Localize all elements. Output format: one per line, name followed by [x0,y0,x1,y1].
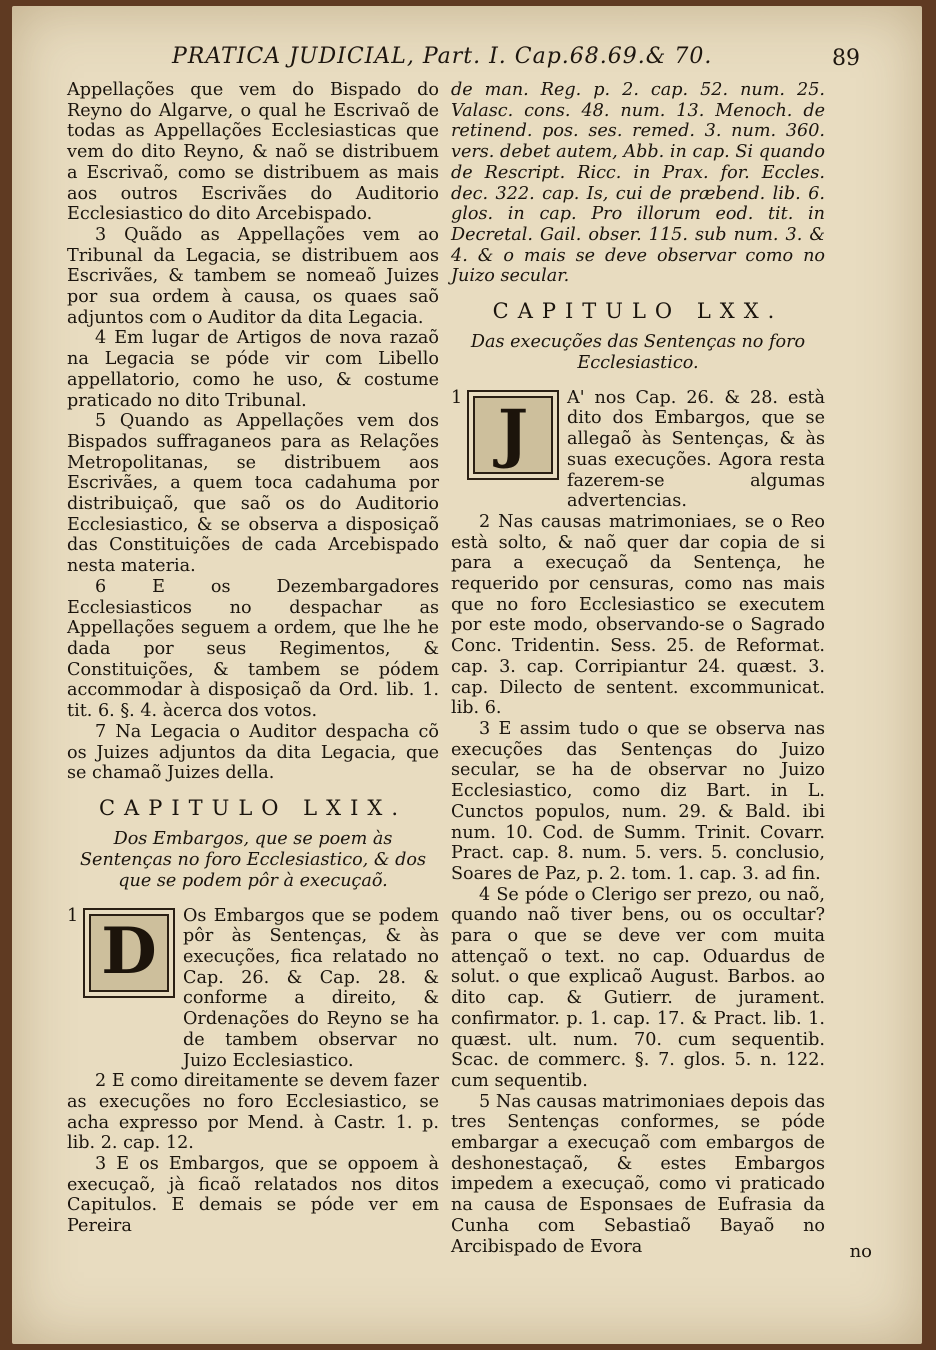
page-header [12,44,922,74]
paragraph-3b: 3 E os Embargos, que se oppoem à execuçaõ, jà ficaõ relatados nos ditos Capitulos. E demais se póde ver em Pereira [67,1154,439,1237]
chapter-heading-70: CAPITULO LXX. [492,299,784,324]
book-page [12,6,922,1344]
paragraph-number: 1 [67,905,79,926]
chapter-subtitle-69: Dos Embargos, que se poem às Sentenças no foro Ecclesiastico, & dos que se podem pôr à execuçaõ. [79,828,427,891]
decorated-initial: D [83,908,175,998]
paragraph-number: 1 [451,387,463,408]
opening-paragraph: Os Embargos que se podem pôr às Sentenças, & às execuções, fica relatado no Cap. 26. & Cap. 28. & conforme a direito, & Ordenações do Reyno se ha de tambem observar no Juizo Ecclesiastico. [183,905,439,1071]
catchword: no [849,1241,872,1262]
paragraph-7: 7 Na Legacia o Auditor despacha cõ os Juizes adjuntos da dita Legacia, que se chamaõ Juizes della. [67,721,439,784]
chapter-70-opening [451,388,825,512]
chapter-69-opening [67,906,439,1072]
paragraph-3: 3 Quãdo as Appellações vem ao Tribunal da Legacia, se distribuem aos Escrivães, & tambem se nomeaõ Juizes por sua ordem à causa, os quaes saõ adjuntos com o Auditor da dita Legacia. [67,224,439,328]
paragraph-4: 4 Se póde o Clerigo ser prezo, ou naõ, quando naõ tiver bens, ou os occultar? para o que se deve ver com muita attençaõ o text. no cap. Oduardus de solut. o que explicaõ August. Barbos. ao dito cap. & Gutierr. de jurament. confirmator. p. 1. cap. 17. & Pract. lib. 1. quæst. ult. num. 70. cum sequentib. Scac. de commerc. §. 7. glos. 5. n. 122. cum sequentib. [451,884,825,1091]
paragraph-5: 5 Nas causas matrimoniaes depois das tres Sentenças conformes, se póde embargar a execuçaõ com embargos de deshonestaçaõ, & estes Embargos impedem a execuçaõ, como vi praticado na causa de Esponsaes de Eufrasia da Cunha com Sebastiaõ Bayaõ no Arcibispado de Evora [451,1091,825,1257]
paragraph-2: 2 E como direitamente se devem fazer as execuções no foro Ecclesiastico, se acha expresso por Mend. à Castr. 1. p. lib. 2. cap. 12. [67,1071,439,1154]
paragraph-3: 3 E assim tudo o que se observa nas execuções das Sentenças do Juizo secular, se ha de observar no Juizo Ecclesiastico, como diz Bart. in L. Cunctos populos, num. 29. & Bald. ibi num. 10. Cod. de Summ. Trinit. Covarr. Pract. cap. 8. num. 5. vers. 5. conclusio, Soares de Paz, p. 2. tom. 1. cap. 3. ad fin. [451,718,825,884]
page-number: 89 [832,46,860,71]
chapter-heading-69: CAPITULO LXIX. [98,795,408,820]
chapter-subtitle-70: Das execuções das Sentenças no foro Ecclesiastico. [470,331,806,373]
paragraph-4: 4 Em lugar de Artigos de nova razaõ na Legacia se póde vir com Libello appellatorio, como he uso, & costume praticado no dito Tribunal. [67,328,439,411]
paragraph-5: 5 Quando as Appellações vem dos Bispados suffraganeos para as Relações Metropolitanas, se distribuem aos Escrivães, a quem toca cadahuma por distribuiçaõ, que saõ os do Auditorio Ecclesiastico, & se observa a disposiçaõ das Constituições de cada Arcebispado nesta materia. [67,411,439,577]
paragraph-continuation: Appellações que vem do Bispado do Reyno do Algarve, o qual he Escrivaõ de todas as Appellações Ecclesiasticas que vem do dito Reyno, & naõ se distribuem a Escrivaõ, como se distribuem as mais aos outros Escrivães do Auditorio Ecclesiastico do dito Arcebispado. [67,80,439,225]
left-column [67,80,439,1237]
running-title: PRATICA JUDICIAL, Part. I. Cap.68.69.& 70. [172,44,713,69]
citation-continuation: de man. Reg. p. 2. cap. 52. num. 25. Valasc. cons. 48. num. 13. Menoch. de retinend. pos. ses. remed. 3. num. 360. vers. debet autem, Abb. in cap. Si quando de Rescript. Ricc. in Prax. for. Eccles. dec. 322. cap. Is, cui de præbend. lib. 6. glos. in cap. Pro illorum eod. tit. in Decretal. Gail. obser. 115. sub num. 3. & 4. & o mais se deve observar como no Juizo secular. [451,80,825,287]
right-column [451,80,825,1257]
paragraph-6: 6 E os Dezembargadores Ecclesiasticos no despachar as Appellações seguem a ordem, que lhe he dada por seus Regimentos, & Constituições, & tambem se pódem accommodar à disposiçaõ da Ord. lib. 1. tit. 6. §. 4. àcerca dos votos. [67,576,439,722]
decorated-initial: J [467,390,559,480]
paragraph-2: 2 Nas causas matrimoniaes, se o Reo està solto, & naõ quer dar copia de si para a execuçaõ da Sentença, he requerido por censuras, como nas mais que no foro Ecclesiastico se executem por este modo, observando-se o Sagrado Conc. Tridentin. Sess. 25. de Reformat. cap. 3. cap. Corripiantur 24. quæst. 3. cap. Dilecto de sentent. excommunicat. lib. 6. [451,511,825,719]
opening-paragraph: A' nos Cap. 26. & 28. està dito dos Embargos, que se allegaõ às Sentenças, & às suas execuções. Agora resta fazerem-se algumas advertencias. [567,387,825,512]
